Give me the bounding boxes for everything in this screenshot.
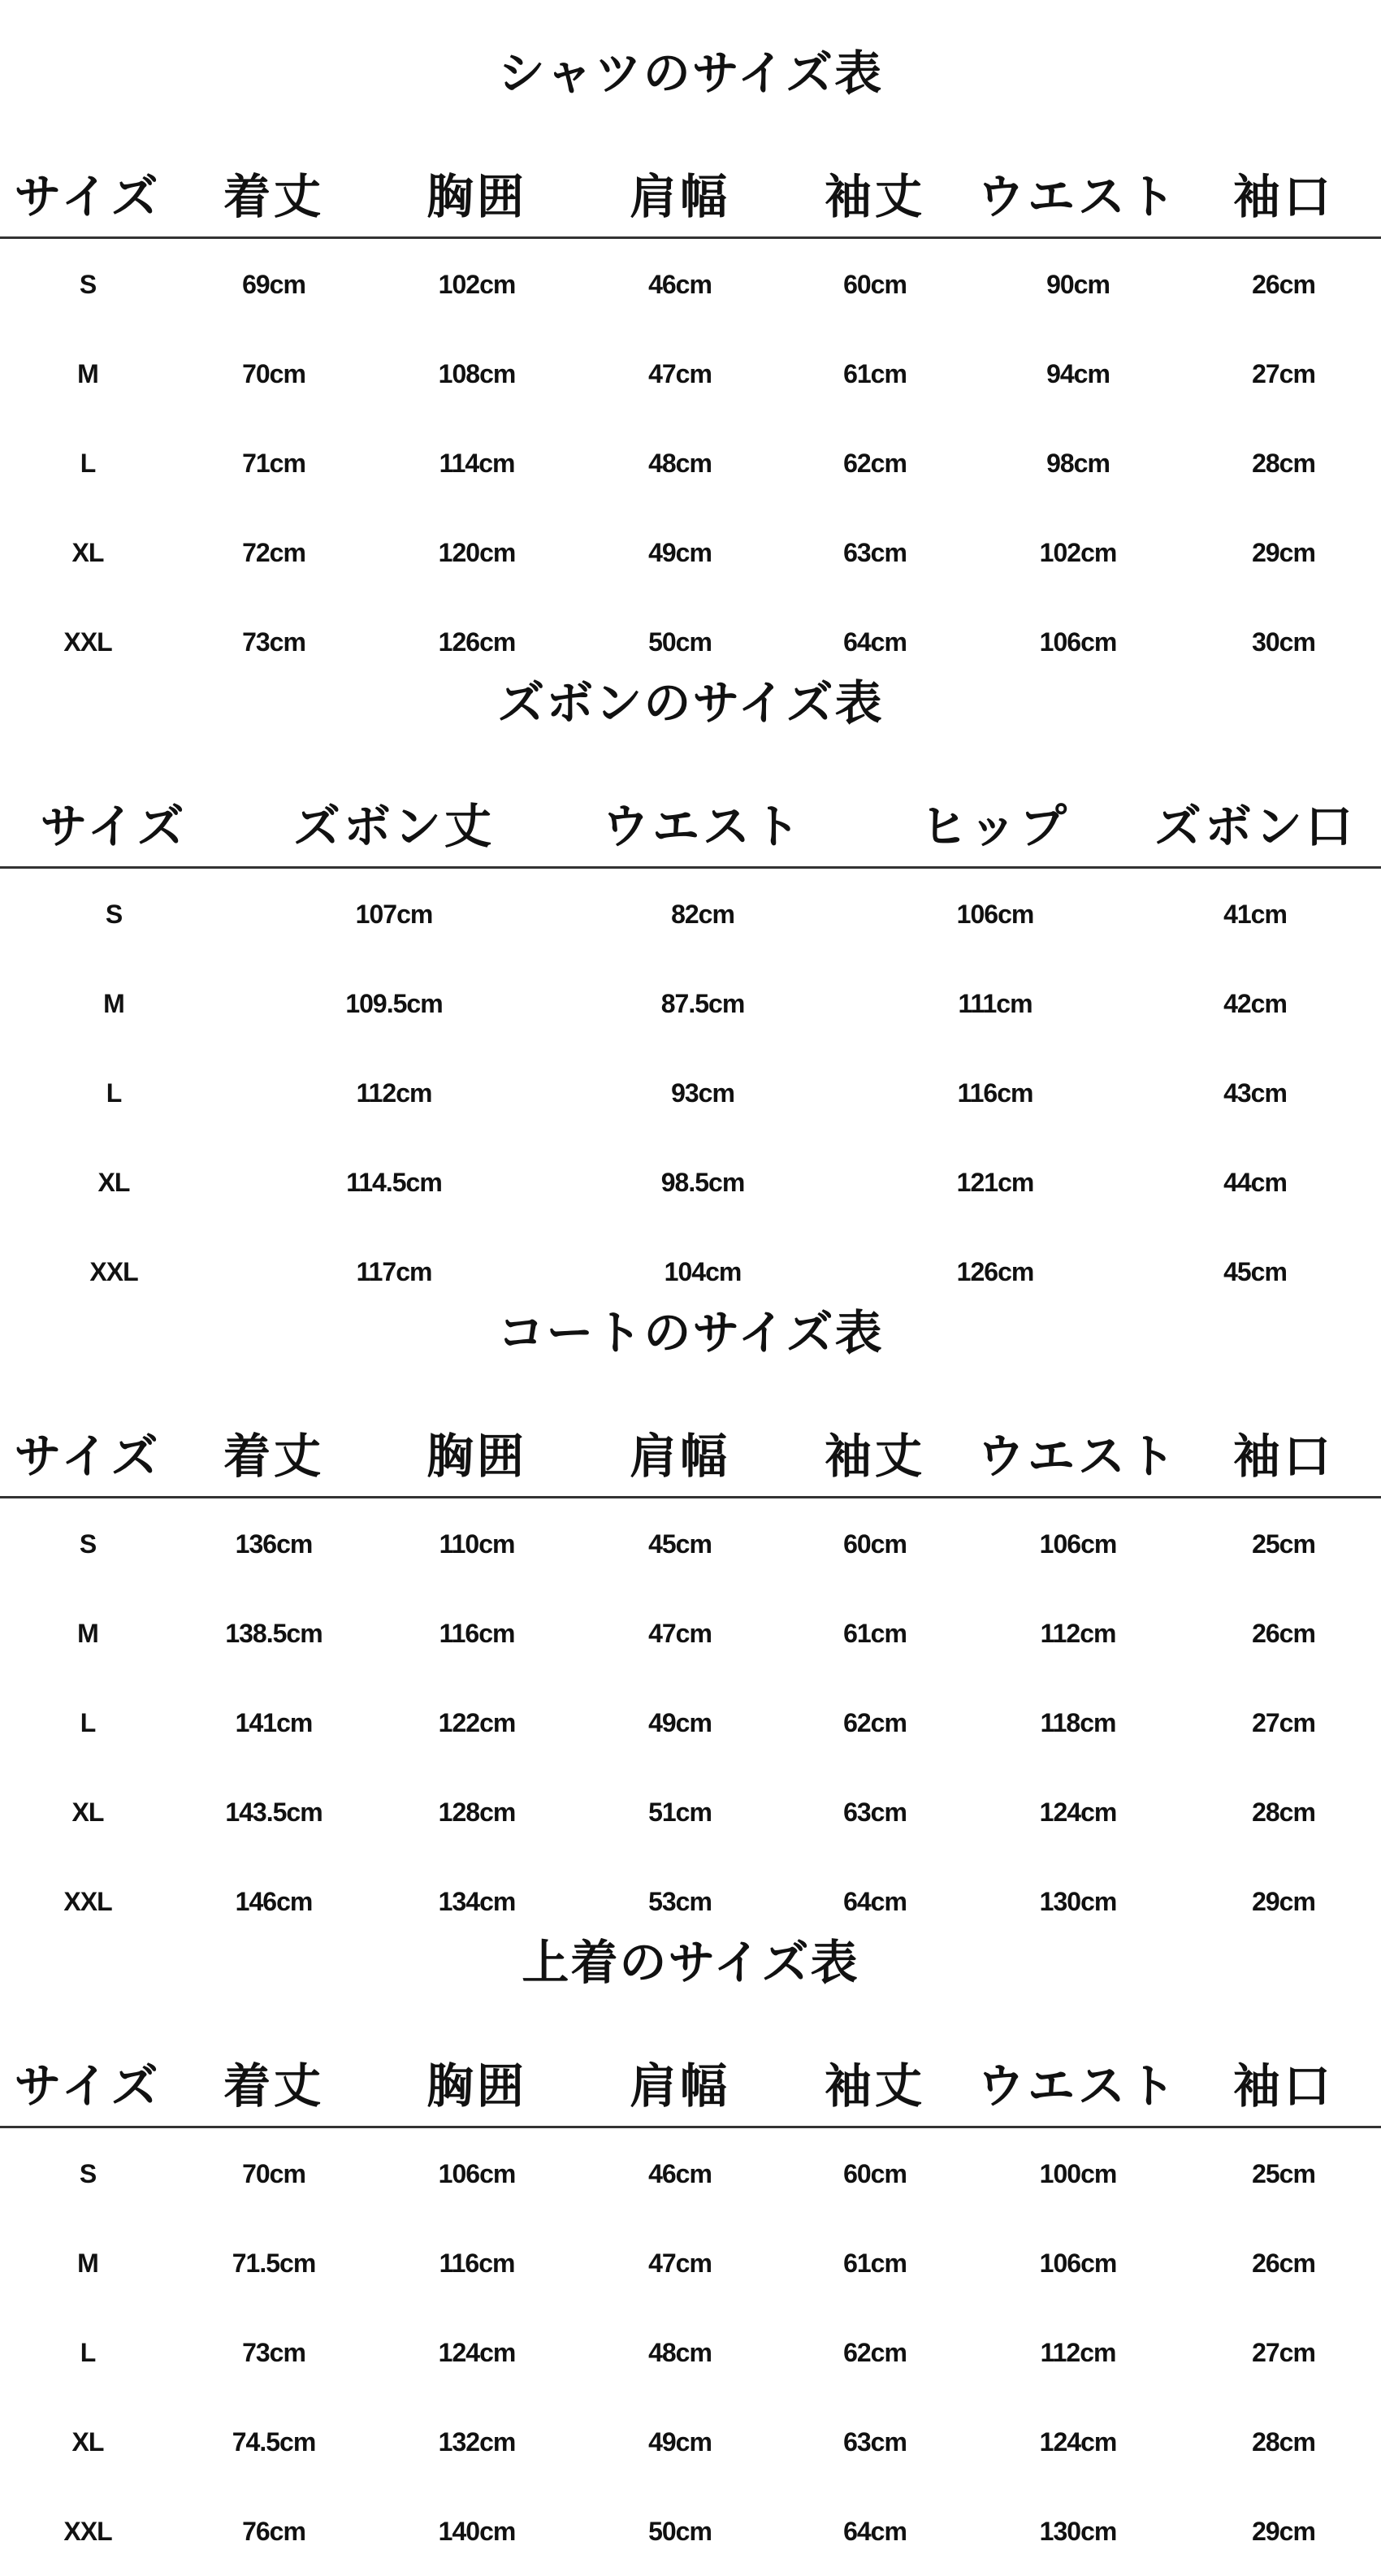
value-cell: 114.5cm bbox=[346, 1168, 442, 1197]
value-cell: 60cm bbox=[843, 270, 907, 299]
table-row bbox=[0, 1589, 1381, 1678]
value-cell: 111cm bbox=[958, 989, 1033, 1018]
value-cell: 47cm bbox=[648, 1619, 712, 1648]
value-cell: 110cm bbox=[439, 1529, 515, 1559]
header-size: サイズ bbox=[40, 799, 188, 854]
header-shoulder: 肩幅 bbox=[629, 2058, 731, 2114]
size-cell: L bbox=[106, 1078, 122, 1108]
value-cell: 130cm bbox=[1039, 1887, 1117, 1916]
value-cell: 112cm bbox=[1040, 2338, 1116, 2367]
table-row bbox=[0, 240, 1381, 329]
value-cell: 26cm bbox=[1252, 2249, 1315, 2278]
coat-header-divider bbox=[0, 1496, 1381, 1498]
value-cell: 87.5cm bbox=[660, 989, 745, 1018]
value-cell: 116cm bbox=[439, 1619, 515, 1648]
value-cell: 26cm bbox=[1252, 270, 1315, 299]
value-cell: 102cm bbox=[438, 270, 516, 299]
header-shoulder: 肩幅 bbox=[629, 169, 731, 224]
value-cell: 124cm bbox=[438, 2338, 516, 2367]
header-shoulder: 肩幅 bbox=[629, 1429, 731, 1484]
value-cell: 107cm bbox=[355, 900, 433, 929]
jacket-header-divider bbox=[0, 2126, 1381, 2128]
header-sleeve-length: 袖丈 bbox=[824, 1429, 926, 1484]
value-cell: 76cm bbox=[242, 2517, 305, 2546]
value-cell: 124cm bbox=[1039, 1798, 1117, 1827]
value-cell: 130cm bbox=[1039, 2517, 1117, 2546]
value-cell: 47cm bbox=[648, 2249, 712, 2278]
value-cell: 27cm bbox=[1252, 2338, 1315, 2367]
value-cell: 121cm bbox=[956, 1168, 1034, 1197]
value-cell: 45cm bbox=[1223, 1257, 1287, 1286]
header-hem: ズボン口 bbox=[1154, 799, 1357, 854]
value-cell: 70cm bbox=[242, 359, 305, 388]
header-cuff: 袖口 bbox=[1232, 2058, 1335, 2114]
header-waist: ウエスト bbox=[976, 169, 1180, 224]
header-chest: 胸囲 bbox=[426, 169, 528, 224]
table-row bbox=[0, 508, 1381, 597]
value-cell: 106cm bbox=[1039, 2249, 1117, 2278]
value-cell: 62cm bbox=[843, 449, 907, 478]
value-cell: 50cm bbox=[648, 2517, 712, 2546]
table-row bbox=[0, 1499, 1381, 1589]
value-cell: 71cm bbox=[242, 449, 305, 478]
table-row bbox=[0, 2129, 1381, 2218]
header-length: 着丈 bbox=[223, 2058, 325, 2114]
value-cell: 73cm bbox=[242, 2338, 305, 2367]
size-cell: M bbox=[77, 2249, 98, 2278]
pants-size-title: ズボンのサイズ表 bbox=[497, 675, 884, 731]
header-length: 着丈 bbox=[223, 169, 325, 224]
value-cell: 124cm bbox=[1039, 2427, 1117, 2457]
header-chest: 胸囲 bbox=[426, 2058, 528, 2114]
value-cell: 94cm bbox=[1046, 359, 1110, 388]
size-cell: L bbox=[80, 1708, 96, 1737]
table-row bbox=[0, 1767, 1381, 1857]
value-cell: 90cm bbox=[1046, 270, 1110, 299]
value-cell: 51cm bbox=[648, 1798, 712, 1827]
pants-header-divider bbox=[0, 866, 1381, 869]
value-cell: 98cm bbox=[1046, 449, 1110, 478]
value-cell: 50cm bbox=[648, 627, 712, 657]
value-cell: 126cm bbox=[438, 627, 516, 657]
value-cell: 63cm bbox=[843, 2427, 907, 2457]
jacket-size-section bbox=[0, 1889, 1381, 2546]
size-cell: XXL bbox=[63, 2517, 112, 2546]
value-cell: 120cm bbox=[438, 538, 516, 567]
header-pants-length: ズボン丈 bbox=[292, 799, 496, 854]
value-cell: 143.5cm bbox=[225, 1798, 323, 1827]
coat-size-section bbox=[0, 1260, 1381, 1916]
value-cell: 47cm bbox=[648, 359, 712, 388]
header-cuff: 袖口 bbox=[1232, 169, 1335, 224]
value-cell: 73cm bbox=[242, 627, 305, 657]
value-cell: 46cm bbox=[648, 2159, 712, 2188]
value-cell: 48cm bbox=[648, 449, 712, 478]
table-row bbox=[0, 418, 1381, 508]
value-cell: 104cm bbox=[664, 1257, 742, 1286]
size-cell: XXL bbox=[89, 1257, 138, 1286]
size-cell: M bbox=[103, 989, 124, 1018]
size-cell: M bbox=[77, 359, 98, 388]
table-row bbox=[0, 2218, 1381, 2308]
value-cell: 138.5cm bbox=[225, 1619, 323, 1648]
header-size: サイズ bbox=[14, 1429, 162, 1484]
value-cell: 140cm bbox=[438, 2517, 516, 2546]
value-cell: 30cm bbox=[1252, 627, 1315, 657]
value-cell: 106cm bbox=[956, 900, 1034, 929]
value-cell: 64cm bbox=[843, 1887, 907, 1916]
value-cell: 29cm bbox=[1252, 1887, 1315, 1916]
value-cell: 49cm bbox=[648, 538, 712, 567]
value-cell: 128cm bbox=[438, 1798, 516, 1827]
size-cell: XL bbox=[71, 1798, 104, 1827]
value-cell: 63cm bbox=[843, 1798, 907, 1827]
header-waist: ウエスト bbox=[976, 2058, 1180, 2114]
table-row bbox=[0, 1048, 1381, 1138]
size-cell: L bbox=[80, 449, 96, 478]
value-cell: 108cm bbox=[438, 359, 516, 388]
value-cell: 49cm bbox=[648, 1708, 712, 1737]
shirt-header-row bbox=[0, 158, 1381, 236]
value-cell: 26cm bbox=[1252, 1619, 1315, 1648]
value-cell: 27cm bbox=[1252, 359, 1315, 388]
value-cell: 62cm bbox=[843, 2338, 907, 2367]
size-cell: XL bbox=[71, 2427, 104, 2457]
header-sleeve-length: 袖丈 bbox=[824, 2058, 926, 2114]
size-cell: XL bbox=[97, 1168, 130, 1197]
value-cell: 112cm bbox=[1040, 1619, 1116, 1648]
value-cell: 46cm bbox=[648, 270, 712, 299]
table-row bbox=[0, 2397, 1381, 2487]
value-cell: 126cm bbox=[956, 1257, 1034, 1286]
header-chest: 胸囲 bbox=[426, 1429, 528, 1484]
value-cell: 134cm bbox=[438, 1887, 516, 1916]
header-length: 着丈 bbox=[223, 1429, 325, 1484]
value-cell: 60cm bbox=[843, 2159, 907, 2188]
value-cell: 112cm bbox=[356, 1078, 432, 1108]
header-sleeve-length: 袖丈 bbox=[824, 169, 926, 224]
shirt-size-section bbox=[0, 0, 1381, 657]
size-cell: XL bbox=[71, 538, 104, 567]
size-cell: S bbox=[79, 1529, 97, 1559]
value-cell: 74.5cm bbox=[232, 2427, 316, 2457]
value-cell: 64cm bbox=[843, 627, 907, 657]
header-waist: ウエスト bbox=[601, 799, 804, 854]
shirt-size-title: シャツのサイズ表 bbox=[497, 46, 884, 101]
value-cell: 44cm bbox=[1223, 1168, 1287, 1197]
pants-size-section bbox=[0, 630, 1381, 1286]
header-size: サイズ bbox=[14, 2058, 162, 2114]
value-cell: 41cm bbox=[1223, 900, 1287, 929]
value-cell: 141cm bbox=[235, 1708, 313, 1737]
value-cell: 146cm bbox=[235, 1887, 313, 1916]
pants-header-row bbox=[0, 788, 1381, 865]
table-row bbox=[0, 2487, 1381, 2576]
value-cell: 62cm bbox=[843, 1708, 907, 1737]
value-cell: 28cm bbox=[1252, 449, 1315, 478]
value-cell: 93cm bbox=[671, 1078, 734, 1108]
value-cell: 29cm bbox=[1252, 2517, 1315, 2546]
size-cell: L bbox=[80, 2338, 96, 2367]
value-cell: 28cm bbox=[1252, 2427, 1315, 2457]
value-cell: 72cm bbox=[242, 538, 305, 567]
value-cell: 136cm bbox=[235, 1529, 313, 1559]
header-cuff: 袖口 bbox=[1232, 1429, 1335, 1484]
value-cell: 25cm bbox=[1252, 1529, 1315, 1559]
size-cell: S bbox=[79, 270, 97, 299]
size-cell: S bbox=[105, 900, 123, 929]
value-cell: 116cm bbox=[957, 1078, 1033, 1108]
value-cell: 69cm bbox=[242, 270, 305, 299]
value-cell: 63cm bbox=[843, 538, 907, 567]
value-cell: 28cm bbox=[1252, 1798, 1315, 1827]
jacket-size-title: 上着のサイズ表 bbox=[522, 1935, 859, 1990]
shirt-header-divider bbox=[0, 236, 1381, 239]
value-cell: 43cm bbox=[1223, 1078, 1287, 1108]
value-cell: 29cm bbox=[1252, 538, 1315, 567]
value-cell: 106cm bbox=[438, 2159, 516, 2188]
value-cell: 117cm bbox=[356, 1257, 432, 1286]
size-cell: XXL bbox=[63, 1887, 112, 1916]
value-cell: 61cm bbox=[843, 359, 907, 388]
value-cell: 118cm bbox=[1040, 1708, 1116, 1737]
value-cell: 82cm bbox=[671, 900, 734, 929]
value-cell: 49cm bbox=[648, 2427, 712, 2457]
value-cell: 116cm bbox=[439, 2249, 515, 2278]
coat-header-row bbox=[0, 1418, 1381, 1495]
value-cell: 53cm bbox=[648, 1887, 712, 1916]
value-cell: 100cm bbox=[1039, 2159, 1117, 2188]
value-cell: 61cm bbox=[843, 2249, 907, 2278]
value-cell: 48cm bbox=[648, 2338, 712, 2367]
value-cell: 27cm bbox=[1252, 1708, 1315, 1737]
header-size: サイズ bbox=[14, 169, 162, 224]
value-cell: 45cm bbox=[648, 1529, 712, 1559]
table-row bbox=[0, 1678, 1381, 1767]
header-hip: ヒップ bbox=[920, 799, 1071, 854]
value-cell: 114cm bbox=[439, 449, 515, 478]
table-row bbox=[0, 1138, 1381, 1227]
value-cell: 70cm bbox=[242, 2159, 305, 2188]
table-row bbox=[0, 959, 1381, 1048]
table-row bbox=[0, 870, 1381, 959]
value-cell: 132cm bbox=[438, 2427, 516, 2457]
value-cell: 122cm bbox=[438, 1708, 516, 1737]
value-cell: 71.5cm bbox=[232, 2249, 316, 2278]
value-cell: 106cm bbox=[1039, 627, 1117, 657]
size-cell: XXL bbox=[63, 627, 112, 657]
size-cell: S bbox=[79, 2159, 97, 2188]
value-cell: 98.5cm bbox=[660, 1168, 745, 1197]
value-cell: 42cm bbox=[1223, 989, 1287, 1018]
value-cell: 102cm bbox=[1039, 538, 1117, 567]
size-cell: M bbox=[77, 1619, 98, 1648]
value-cell: 60cm bbox=[843, 1529, 907, 1559]
coat-size-title: コートのサイズ表 bbox=[497, 1305, 884, 1360]
header-waist: ウエスト bbox=[976, 1429, 1180, 1484]
table-row bbox=[0, 329, 1381, 418]
value-cell: 61cm bbox=[843, 1619, 907, 1648]
value-cell: 64cm bbox=[843, 2517, 907, 2546]
value-cell: 25cm bbox=[1252, 2159, 1315, 2188]
value-cell: 109.5cm bbox=[345, 989, 443, 1018]
value-cell: 106cm bbox=[1039, 1529, 1117, 1559]
jacket-header-row bbox=[0, 2048, 1381, 2125]
table-row bbox=[0, 2308, 1381, 2397]
